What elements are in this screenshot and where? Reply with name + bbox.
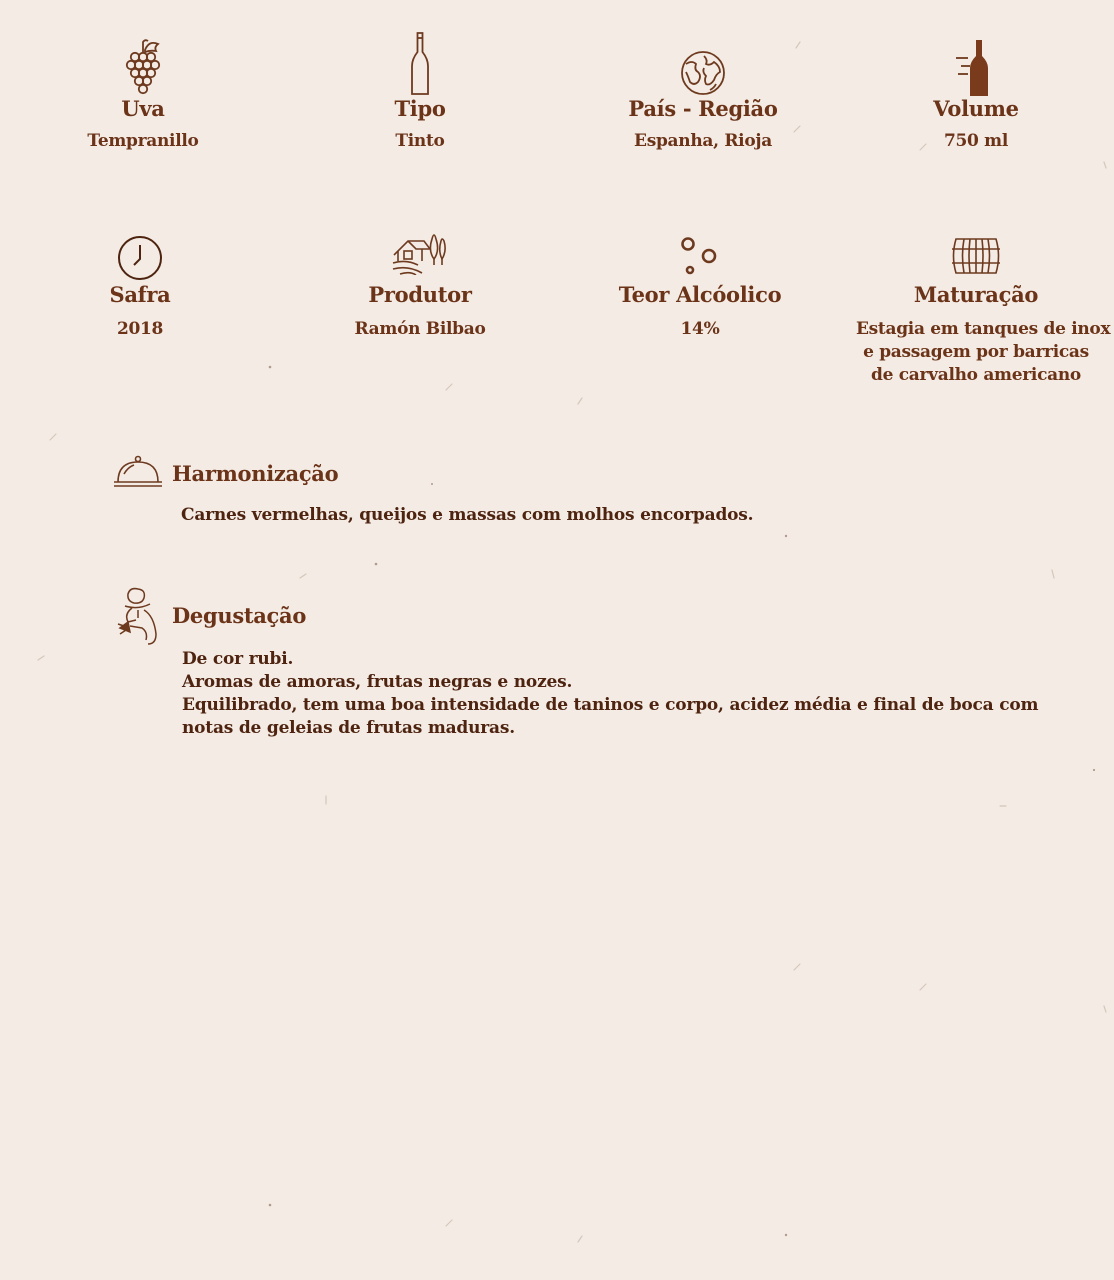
attribute-value: Tempranillo bbox=[87, 131, 199, 151]
attribute-maturacao bbox=[856, 226, 1111, 396]
attribute-pais-regiao bbox=[593, 30, 813, 160]
attribute-teor-alcoolico bbox=[590, 226, 810, 356]
value-line: e passagem por barricas bbox=[863, 342, 1089, 362]
attribute-value: 750 ml bbox=[943, 131, 1009, 151]
degustacao-text bbox=[182, 648, 1038, 740]
text-line: notas de geleias de frutas maduras. bbox=[182, 718, 515, 738]
attribute-safra bbox=[40, 226, 240, 356]
harmonizacao-text bbox=[181, 504, 753, 527]
text-line: De cor rubi. bbox=[182, 649, 294, 669]
value-line: de carvalho americano bbox=[871, 365, 1081, 385]
sommelier-icon bbox=[116, 586, 160, 652]
section-title-harmonizacao: Harmonização bbox=[172, 461, 339, 486]
globe-icon bbox=[680, 50, 726, 96]
attribute-label: Produtor bbox=[368, 282, 472, 307]
attribute-volume bbox=[876, 30, 1076, 160]
section-title-degustacao: Degustação bbox=[172, 603, 307, 628]
attribute-label: País - Região bbox=[628, 96, 778, 121]
attribute-label: Tipo bbox=[394, 96, 446, 121]
cloche-icon bbox=[112, 454, 164, 494]
clock-icon bbox=[117, 235, 163, 281]
text-line: Aromas de amoras, frutas negras e nozes. bbox=[182, 672, 573, 692]
attribute-value-multiline bbox=[856, 318, 1111, 387]
attribute-value: Tinto bbox=[395, 131, 445, 151]
text-line: Carnes vermelhas, queijos e massas com molhos encorpados. bbox=[181, 505, 754, 525]
attribute-value: Espanha, Rioja bbox=[634, 131, 772, 151]
attribute-label: Volume bbox=[933, 96, 1019, 121]
winery-icon bbox=[392, 229, 448, 275]
text-line: Equilibrado, tem uma boa intensidade de taninos e corpo, acidez média e final de boca com bbox=[182, 695, 1039, 715]
attribute-value: 2018 bbox=[116, 319, 164, 339]
attribute-value: 14% bbox=[680, 319, 720, 339]
grapes-icon bbox=[123, 38, 163, 96]
attribute-label: Safra bbox=[109, 282, 171, 307]
attribute-uva bbox=[43, 30, 243, 160]
barrel-icon bbox=[950, 237, 1002, 275]
bottle-filled-icon bbox=[956, 38, 992, 98]
attribute-label: Teor Alcóolico bbox=[618, 282, 782, 307]
attribute-tipo bbox=[320, 30, 520, 160]
attribute-label: Maturação bbox=[913, 282, 1039, 307]
value-line: Estagia em tanques de inox bbox=[856, 319, 1111, 339]
attribute-value: Ramón Bilbao bbox=[354, 319, 486, 339]
bottle-outline-icon bbox=[410, 32, 430, 96]
bubbles-icon bbox=[680, 236, 720, 276]
attribute-produtor bbox=[320, 226, 520, 356]
attribute-label: Uva bbox=[121, 96, 165, 121]
